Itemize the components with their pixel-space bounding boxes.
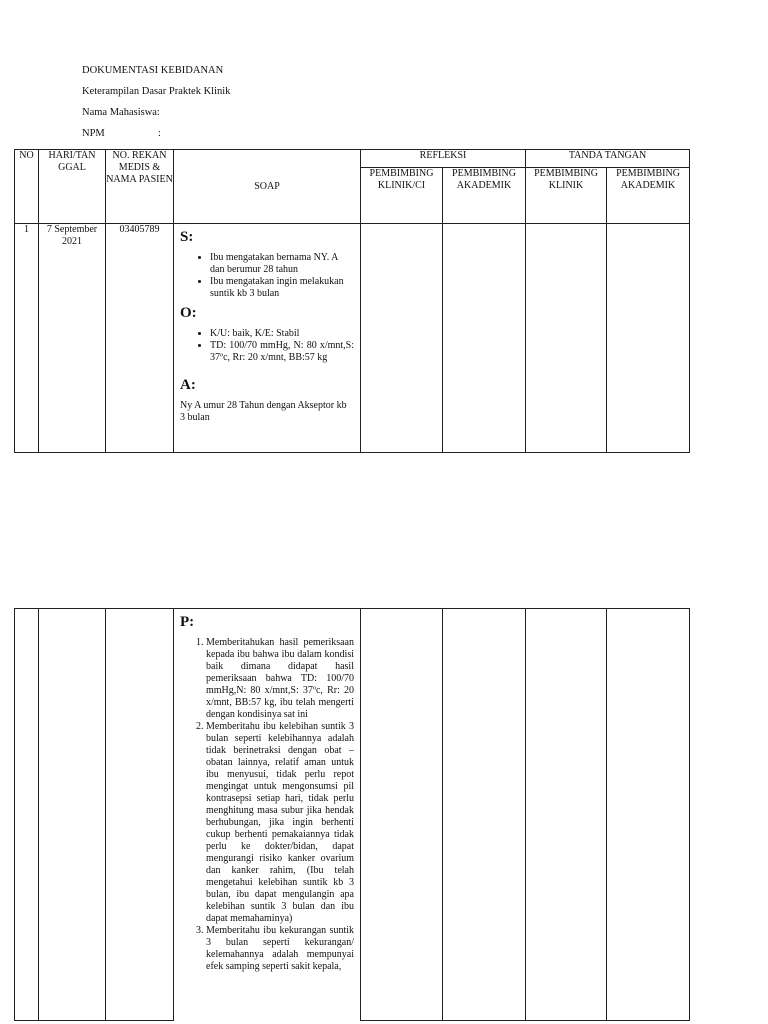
cell-refleksi-klinik <box>361 224 443 453</box>
list-item: • Ibu mengatakan ingin melakukan suntik kb 3 bulan <box>210 276 354 300</box>
cell-tanggal <box>39 609 106 1021</box>
npm-label: NPM <box>82 128 105 139</box>
document-title: DOKUMENTASI KEBIDANAN <box>82 65 224 76</box>
cell-tt-klinik <box>526 609 607 1021</box>
col-header-rekam-medis: NO. REKAN MEDIS & NAMA PASIEN <box>106 150 174 224</box>
col-header-soap: SOAP <box>174 150 361 224</box>
soap-a-text: Ny A umur 28 Tahun dengan Akseptor kb 3 bulan <box>180 400 347 423</box>
col-header-tt-klinik: PEMBIMBING KLINIK <box>526 168 607 224</box>
col-header-refleksi-akademik: PEMBIMBING AKADEMIK <box>443 168 526 224</box>
col-header-no: NO <box>15 150 39 224</box>
npm-colon: : <box>158 128 161 139</box>
list-item: 3. Memberitahu ibu kekurangan suntik 3 bulan seperti kekurangan/ kelemahannya adalah mempunyai efek samping seperti sakit kepala, <box>206 925 354 973</box>
table-row <box>15 224 690 453</box>
soap-o-heading: O: <box>180 305 197 321</box>
cell-soap <box>174 224 361 453</box>
cell-tt-klinik <box>526 224 607 453</box>
cell-soap-plan <box>174 609 361 1021</box>
cell-refleksi-akademik <box>443 224 526 453</box>
list-item: 1. Memberitahukan hasil pemeriksaan kepada ibu bahwa ibu dalam kondisi baik dimana didapat hasil pemeriksaan bahwa TD: 100/70 mmHg,N: 80 x/mnt,S: 37ºc, Rr: 20 x/mnt, BB:57 kg, ibu telah mengerti dengan kondisinya sat ini <box>206 637 354 721</box>
list-item: • Ibu mengatakan bernama NY. A dan berumur 28 tahun <box>210 252 354 276</box>
list-item: • TD: 100/70 mmHg, N: 80 x/mnt,S: 37ºc, Rr: 20 x/mnt, BB:57 kg <box>210 340 354 364</box>
cell-no <box>15 609 39 1021</box>
col-header-tanda-tangan: TANDA TANGAN <box>526 150 690 168</box>
cell-tanggal: 7 September 2021 <box>39 224 106 453</box>
soap-s-heading: S: <box>180 229 194 245</box>
document-header <box>82 65 482 149</box>
cell-refleksi-klinik <box>361 609 443 1021</box>
col-header-tt-akademik: PEMBIMBING AKADEMIK <box>607 168 690 224</box>
cell-refleksi-akademik <box>443 609 526 1021</box>
col-header-refleksi-klinik: PEMBIMBING KLINIK/CI <box>361 168 443 224</box>
soap-p-heading: P: <box>180 614 195 630</box>
nama-mahasiswa-label: Nama Mahasiswa: <box>82 107 160 118</box>
col-header-hari-tanggal: HARI/TAN GGAL <box>39 150 106 224</box>
soap-s-list <box>180 252 354 300</box>
soap-o-list <box>180 328 354 364</box>
npm-row <box>82 128 482 149</box>
cell-tt-akademik <box>607 609 690 1021</box>
col-header-refleksi: REFLEKSI <box>361 150 526 168</box>
soap-table-page2 <box>14 608 690 1021</box>
list-item: 2. Memberitahu ibu kelebihan suntik 3 bulan seperti kelebihannya adalah tidak berinetraksi dengan obat – obatan lainnya, relatif aman untuk ibu menyusui, tidak perlu repot mengingat untuk mengonsumsi pil kontrasepsi setiap hari, tidak perlu menghitung masa subur jika hendak berhubungan, jika ingin berhenti cukup berhenti pemakaiannya tidak perlu ke dokter/bidan, dapat mengurangi risiko kanker ovarium dan kanker rahim, (Ibu telah mengetahui kelebihan suntik kb 3 bulan, ibu dapat mengulangin apa kelebihan suntik 3 bulan dan ibu dapat memahaminya) <box>206 721 354 925</box>
cell-rekam-medis <box>106 609 174 1021</box>
table-row <box>15 609 690 1021</box>
soap-a-heading: A: <box>180 377 196 393</box>
list-item: • K/U: baik, K/E: Stabil <box>210 328 354 340</box>
soap-table-page1 <box>14 149 690 453</box>
cell-tt-akademik <box>607 224 690 453</box>
cell-no: 1 <box>15 224 39 453</box>
document-subtitle: Keterampilan Dasar Praktek Klinik <box>82 86 231 97</box>
cell-rekam-medis: 03405789 <box>106 224 174 453</box>
soap-p-list <box>180 637 354 973</box>
